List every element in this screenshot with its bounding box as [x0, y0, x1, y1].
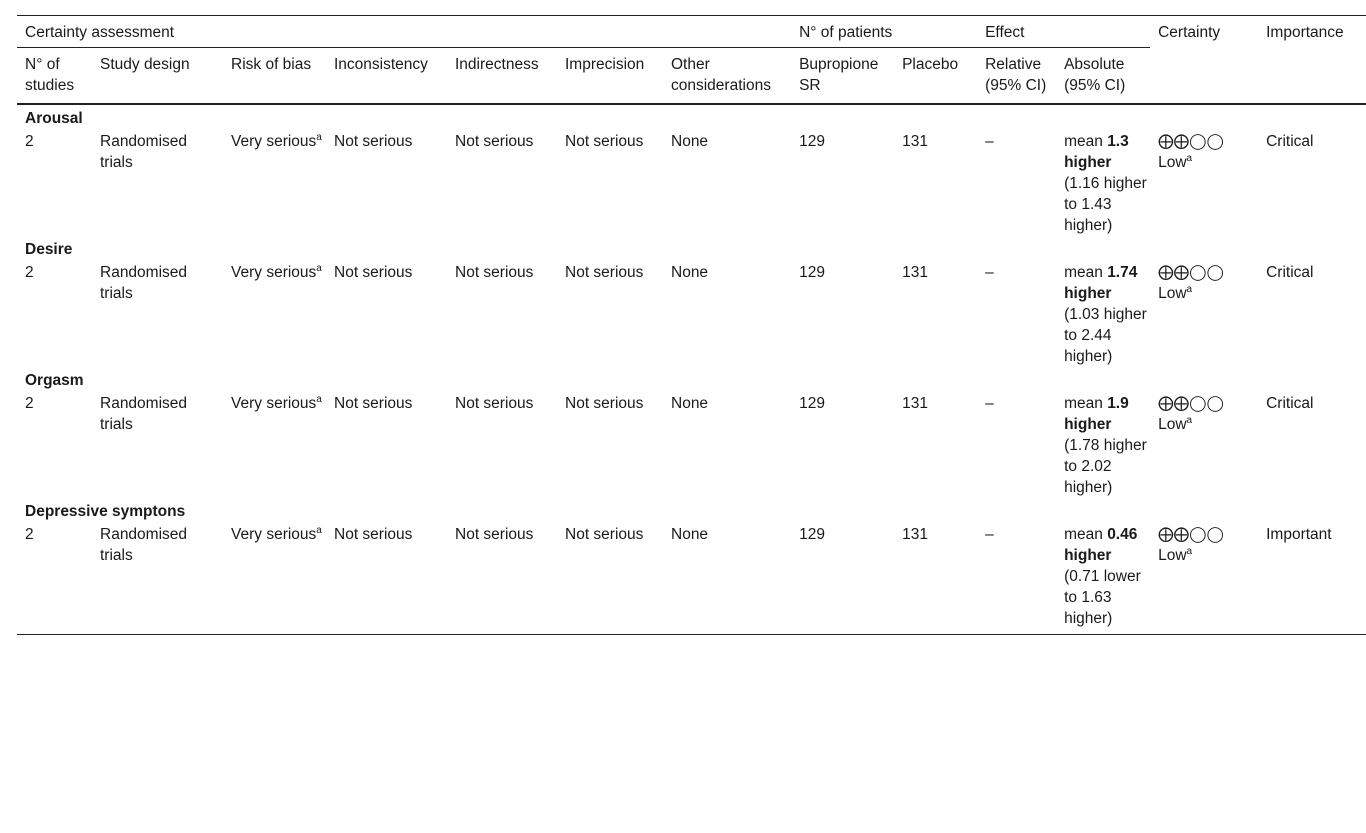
cell-study-design: Randomised trials: [100, 264, 188, 302]
cell-risk-of-bias: [223, 260, 326, 367]
column-header-other-considerations: Other considerations: [671, 56, 771, 94]
table-row: [17, 522, 1366, 635]
footnote-marker: a: [316, 525, 322, 536]
cell-bupropione: 129: [799, 526, 825, 543]
cell-risk-of-bias: [223, 522, 326, 635]
table-header: [17, 16, 1366, 105]
abs-prefix: mean: [1064, 264, 1103, 281]
cell-indirectness: Not serious: [455, 526, 534, 543]
outcome-title: Depressive symptons: [25, 503, 186, 520]
risk-text: Very serious: [231, 264, 317, 281]
column-header-risk-of-bias: Risk of bias: [231, 56, 312, 73]
certainty-label: Low: [1158, 154, 1187, 171]
certainty-rating-icon: ⨁⨁◯◯: [1158, 133, 1224, 150]
footnote-marker: a: [1186, 546, 1193, 557]
cell-risk-of-bias: [223, 129, 326, 236]
column-header-indirectness: Indirectness: [455, 56, 539, 73]
abs-value: 0.46 higher: [1064, 526, 1138, 564]
cell-indirectness: Not serious: [455, 133, 534, 150]
cell-imprecision: Not serious: [565, 395, 644, 412]
cell-importance: Critical: [1266, 133, 1314, 150]
group-header-certainty-assessment: Certainty assessment: [17, 16, 791, 48]
cell-n-studies: 2: [25, 264, 34, 281]
group-header-effect: Effect: [977, 16, 1150, 48]
abs-prefix: mean: [1064, 526, 1103, 543]
cell-n-studies: 2: [25, 526, 34, 543]
cell-importance: Important: [1266, 526, 1332, 543]
cell-risk-of-bias: [223, 391, 326, 498]
cell-n-studies: 2: [25, 133, 34, 150]
cell-absolute: [1056, 391, 1150, 498]
abs-value: 1.74 higher: [1064, 264, 1138, 302]
abs-ci: (0.71 lower to 1.63 higher): [1064, 568, 1141, 627]
cell-inconsistency: Not serious: [334, 395, 413, 412]
cell-absolute: [1056, 129, 1150, 236]
cell-other-considerations: None: [671, 264, 709, 281]
cell-placebo: 131: [902, 264, 928, 281]
abs-ci: (1.16 higher to 1.43 higher): [1064, 175, 1147, 234]
column-header-relative: Relative (95% CI): [985, 56, 1047, 94]
cell-inconsistency: Not serious: [334, 526, 413, 543]
column-header-certainty: Certainty: [1158, 24, 1221, 41]
cell-certainty: [1150, 129, 1258, 236]
column-header-inconsistency: Inconsistency: [334, 56, 428, 73]
certainty-label: Low: [1158, 285, 1187, 302]
footnote-marker: a: [1186, 153, 1193, 164]
cell-placebo: 131: [902, 526, 928, 543]
table-row: [17, 129, 1366, 236]
cell-study-design: Randomised trials: [100, 526, 188, 564]
cell-indirectness: Not serious: [455, 395, 534, 412]
grade-evidence-table: [17, 15, 1366, 635]
cell-bupropione: 129: [799, 133, 825, 150]
risk-text: Very serious: [231, 526, 317, 543]
cell-relative: –: [985, 526, 994, 543]
cell-other-considerations: None: [671, 395, 709, 412]
certainty-rating-icon: ⨁⨁◯◯: [1158, 395, 1224, 412]
column-header-placebo: Placebo: [902, 56, 959, 73]
risk-text: Very serious: [231, 395, 317, 412]
column-header-imprecision: Imprecision: [565, 56, 645, 73]
outcome-title: Arousal: [25, 110, 83, 127]
cell-imprecision: Not serious: [565, 133, 644, 150]
column-header-importance: Importance: [1266, 24, 1344, 41]
abs-value: 1.9 higher: [1064, 395, 1129, 433]
footnote-marker: a: [316, 132, 322, 143]
cell-study-design: Randomised trials: [100, 133, 188, 171]
outcome-title: Orgasm: [25, 372, 84, 389]
cell-absolute: [1056, 522, 1150, 635]
footnote-marker: a: [1186, 284, 1193, 295]
cell-inconsistency: Not serious: [334, 133, 413, 150]
cell-inconsistency: Not serious: [334, 264, 413, 281]
cell-placebo: 131: [902, 395, 928, 412]
column-header-bupropione: Bupropione SR: [799, 56, 879, 94]
certainty-label: Low: [1158, 547, 1187, 564]
cell-certainty: [1150, 522, 1258, 635]
certainty-label: Low: [1158, 416, 1187, 433]
table-body: [17, 104, 1366, 635]
cell-bupropione: 129: [799, 395, 825, 412]
footnote-marker: a: [1186, 415, 1193, 426]
column-header-absolute: Absolute (95% CI): [1064, 56, 1126, 94]
abs-ci: (1.78 higher to 2.02 higher): [1064, 437, 1147, 496]
abs-prefix: mean: [1064, 133, 1103, 150]
abs-value: 1.3 higher: [1064, 133, 1129, 171]
cell-n-studies: 2: [25, 395, 34, 412]
cell-certainty: [1150, 260, 1258, 367]
certainty-rating-icon: ⨁⨁◯◯: [1158, 264, 1224, 281]
cell-relative: –: [985, 395, 994, 412]
cell-relative: –: [985, 133, 994, 150]
cell-importance: Critical: [1266, 264, 1314, 281]
cell-other-considerations: None: [671, 133, 709, 150]
table-row: [17, 260, 1366, 367]
column-header-n-studies: N° of studies: [25, 56, 75, 94]
group-header-n-patients: N° of patients: [791, 16, 977, 48]
risk-text: Very serious: [231, 133, 317, 150]
outcome-title: Desire: [25, 241, 73, 258]
table-row: [17, 391, 1366, 498]
cell-relative: –: [985, 264, 994, 281]
cell-imprecision: Not serious: [565, 526, 644, 543]
cell-indirectness: Not serious: [455, 264, 534, 281]
footnote-marker: a: [316, 263, 322, 274]
cell-other-considerations: None: [671, 526, 709, 543]
abs-ci: (1.03 higher to 2.44 higher): [1064, 306, 1147, 365]
cell-importance: Critical: [1266, 395, 1314, 412]
cell-absolute: [1056, 260, 1150, 367]
cell-placebo: 131: [902, 133, 928, 150]
column-header-study-design: Study design: [100, 56, 190, 73]
cell-bupropione: 129: [799, 264, 825, 281]
certainty-rating-icon: ⨁⨁◯◯: [1158, 526, 1224, 543]
footnote-marker: a: [316, 394, 322, 405]
abs-prefix: mean: [1064, 395, 1103, 412]
cell-certainty: [1150, 391, 1258, 498]
cell-imprecision: Not serious: [565, 264, 644, 281]
cell-study-design: Randomised trials: [100, 395, 188, 433]
